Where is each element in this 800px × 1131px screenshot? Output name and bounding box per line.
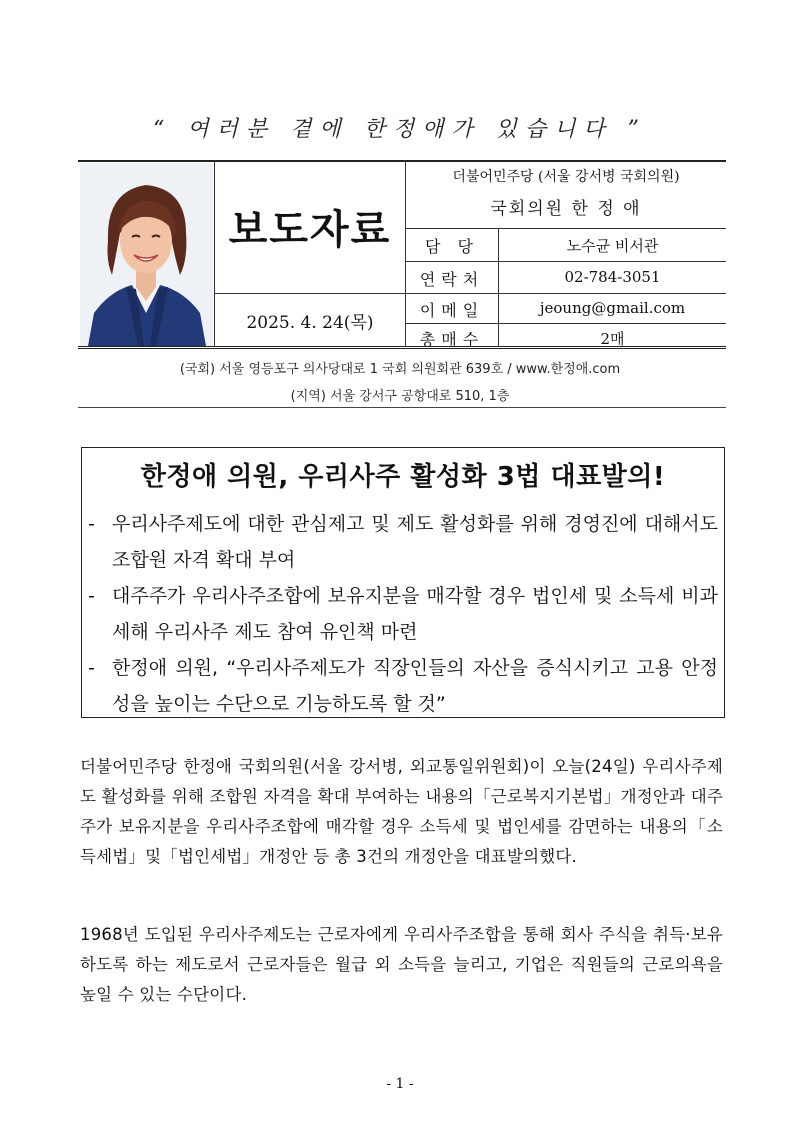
email-label: 이메일 <box>419 301 485 320</box>
page-number: - 1 - <box>386 1076 414 1092</box>
header-bottom-rule <box>78 346 726 349</box>
summary-bullet <box>88 650 718 722</box>
bullet-text: 우리사주제도에 대한 관심제고 및 제도 활성화를 위해 경영진에 대해서도 조합원 자격 확대 부여 <box>112 513 718 571</box>
contact-label: 담 당 <box>425 237 479 256</box>
release-date: 2025. 4. 24(목) <box>246 312 374 333</box>
bullet-dash: - <box>88 585 95 607</box>
email-value[interactable]: jeoung@gmail.com <box>539 299 686 317</box>
page-count-value: 2매 <box>600 330 625 348</box>
header-divider <box>406 293 726 294</box>
document-type-title: 보도자료 <box>228 207 392 253</box>
body-paragraph: 1968년 도입된 우리사주제도는 근로자에게 우리사주조합을 통해 회사 주식을 취득·보유하도록 하는 제도로서 근로자들은 월급 외 소득을 늘리고, 기업은 직원들의 근로의욕을 높일 수 있는 수단이다. <box>80 925 723 1004</box>
summary-bullet <box>88 506 718 578</box>
summary-bullet <box>88 578 718 650</box>
page-count-label: 총매수 <box>419 330 485 349</box>
local-address: (지역) 서울 강서구 공항대로 510, 1층 <box>290 389 510 404</box>
party-line: 더불어민주당 (서울 강서병 국회의원) <box>452 169 680 185</box>
phone-value: 02-784-3051 <box>564 268 661 286</box>
member-photo <box>80 163 213 346</box>
slogan: “ 여러분 곁에 한정애가 있습니다 ” <box>153 117 647 142</box>
header-divider <box>406 323 726 324</box>
bullet-text: 한정애 의원, “우리사주제도가 직장인들의 자산을 증식시키고 고용 안정성을 높이는 수단으로 기능하도록 할 것” <box>112 657 718 715</box>
header-divider <box>406 228 726 229</box>
body-paragraph: 더불어민주당 한정애 국회의원(서울 강서병, 외교통일위원회)이 오늘(24일) 우리사주제도 활성화를 위해 조합원 자격을 확대 부여하는 내용의「근로복지기본법」개정안과 대주주가 보유지분을 우리사주조합에 매각할 경우 소득세 및 법인세를 감면하는 내용의「소득세법」및「법인세법」개정안 등 총 3건의 개정안을 대표발의했다. <box>80 757 723 866</box>
national-address: (국회) 서울 영등포구 의사당대로 1 국회 의원회관 639호 / www.한정애.com <box>179 362 621 377</box>
bullet-text: 대주주가 우리사주조합에 보유지분을 매각할 경우 법인세 및 소득세 비과세해 우리사주 제도 참여 유인책 마련 <box>112 585 718 643</box>
member-name: 국회의원 한 정 애 <box>490 199 642 219</box>
bullet-dash: - <box>88 657 95 679</box>
phone-label: 연락처 <box>419 270 485 289</box>
headline: 한정애 의원, 우리사주 활성화 3법 대표발의! <box>140 462 666 492</box>
contact-person: 노수균 비서관 <box>566 237 659 255</box>
bullet-dash: - <box>88 513 95 535</box>
address-rule <box>78 407 726 408</box>
header-divider <box>406 261 726 262</box>
